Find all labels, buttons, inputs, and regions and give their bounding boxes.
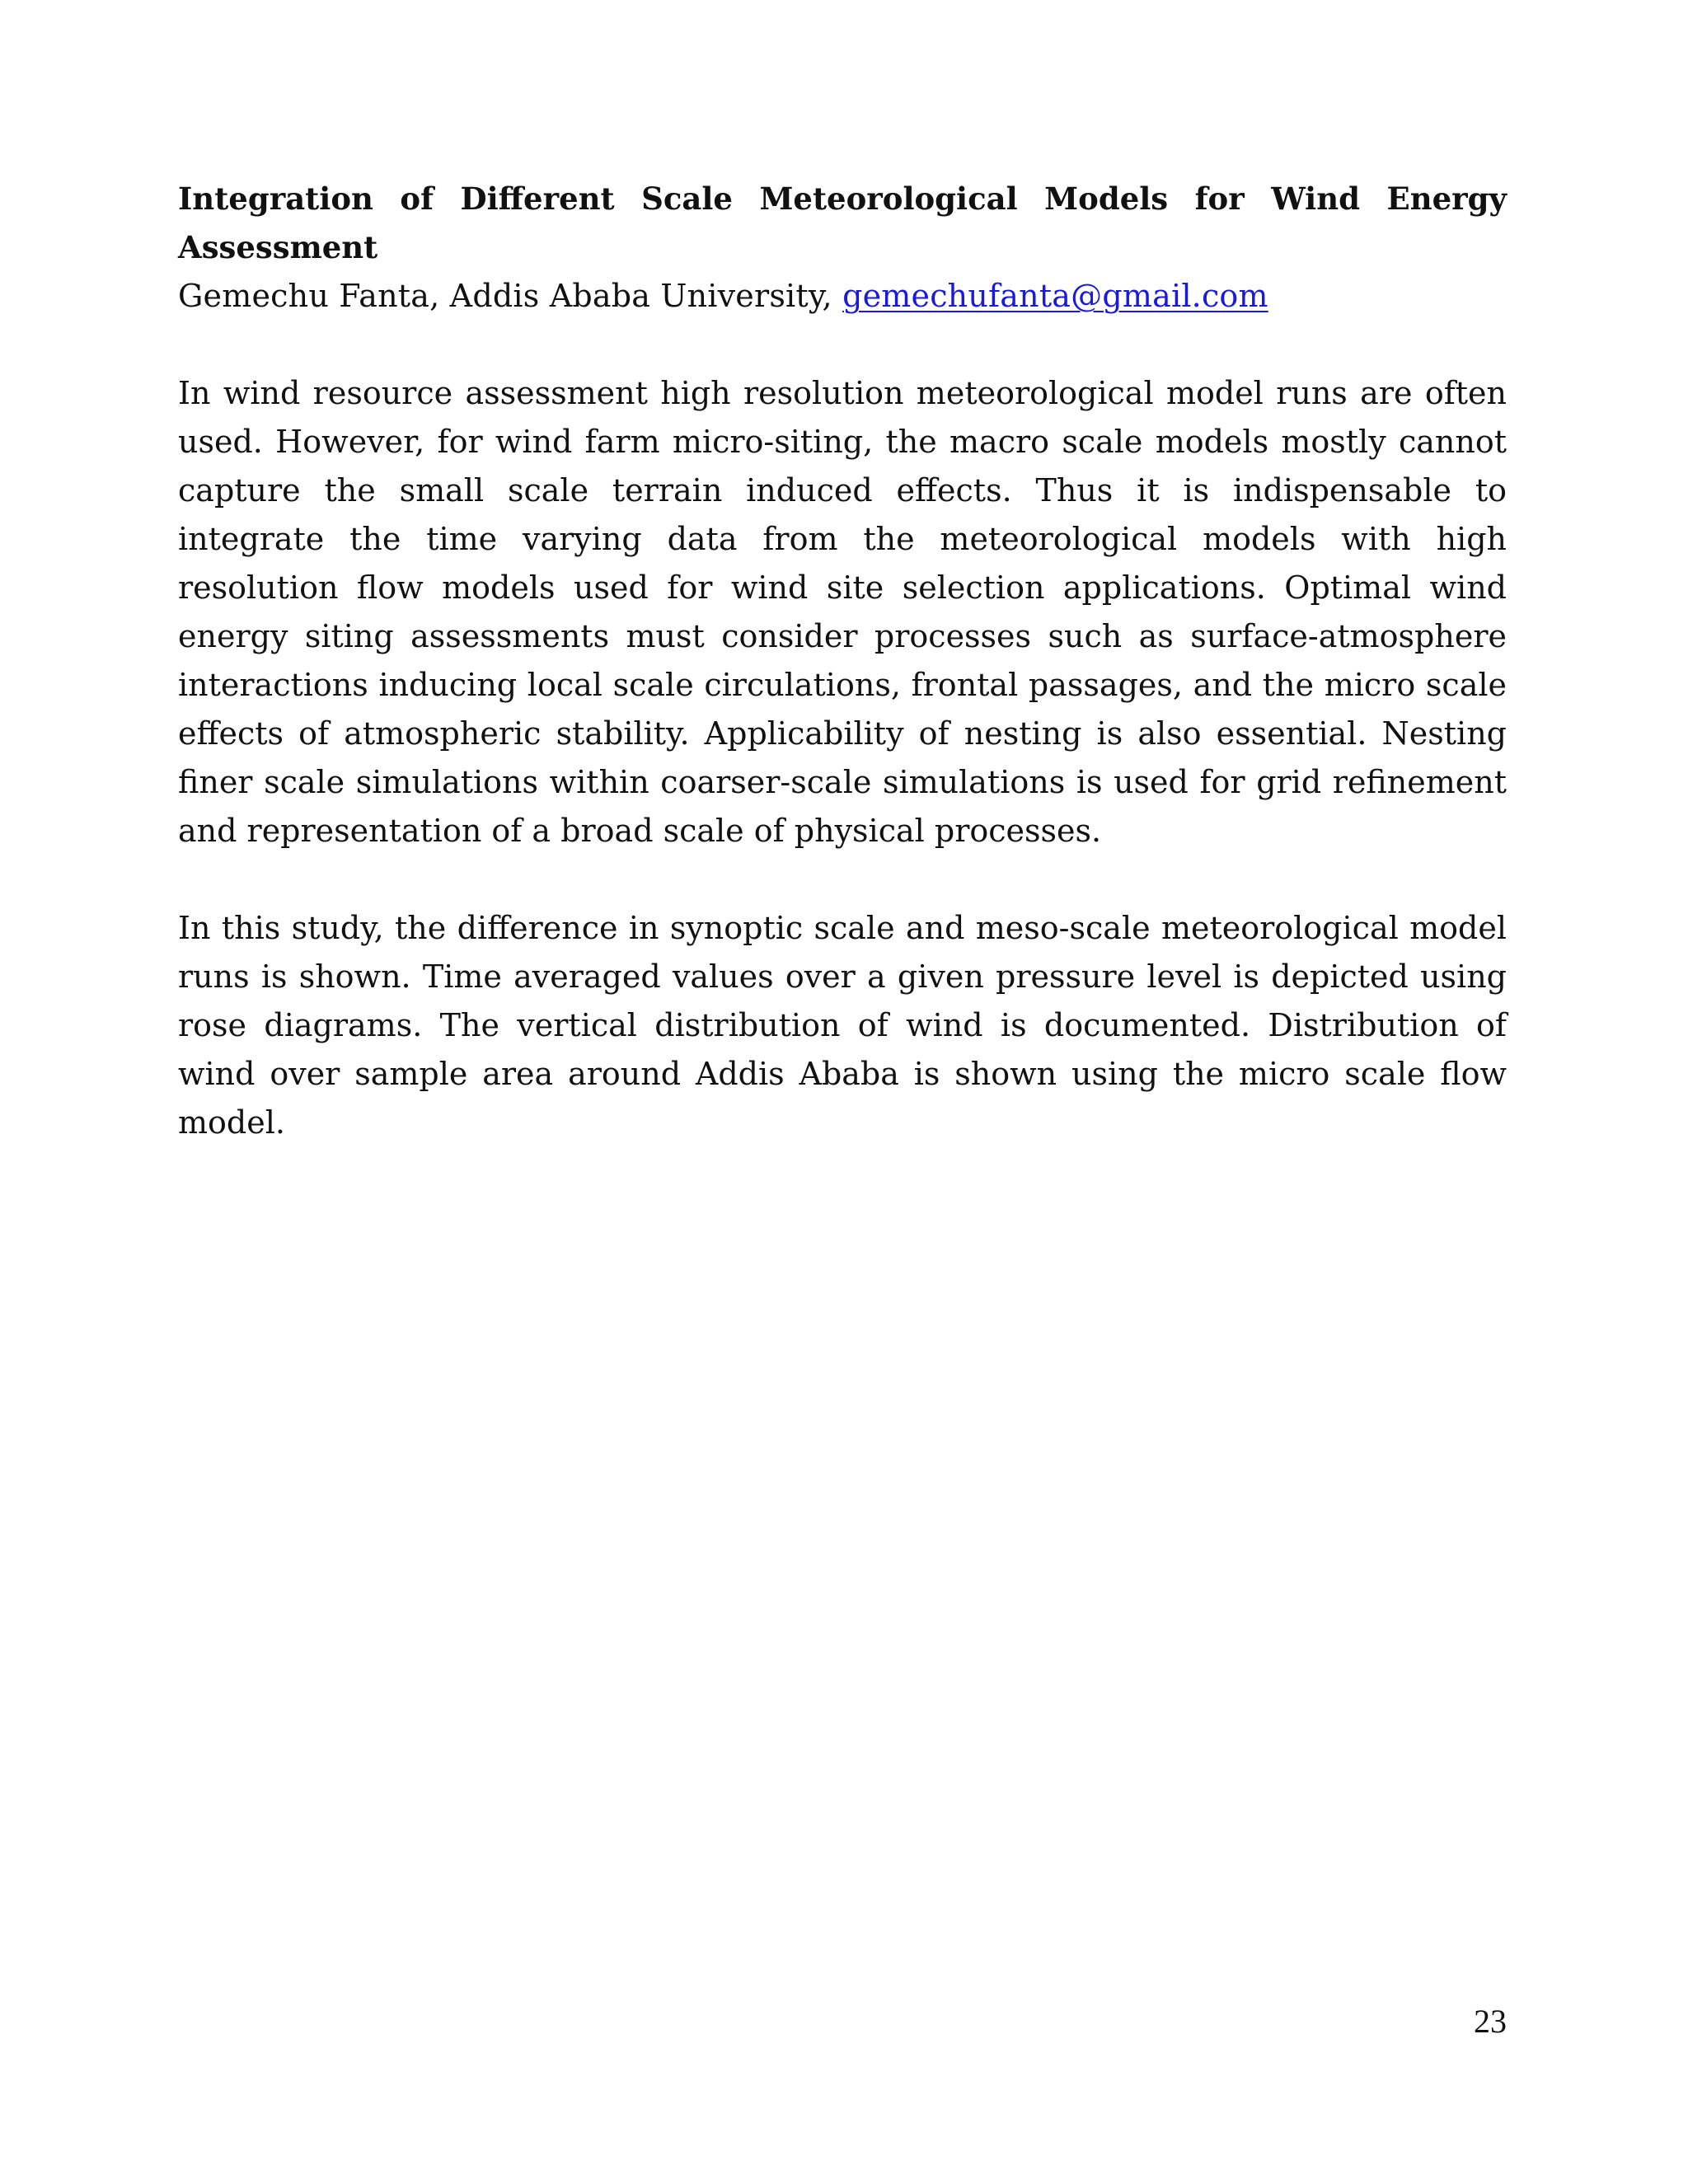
abstract-title: Integration of Different Scale Meteorological Models for Wind Energy Assessment [178,180,1507,265]
author-affiliation-line [178,272,1507,321]
page-number: 23 [1474,2003,1507,2040]
author-affiliation: Gemechu Fanta, Addis Ababa University, [178,278,843,314]
author-email-link[interactable]: gemechufanta@gmail.com [842,278,1268,314]
abstract-paragraph-2: In this study, the difference in synoptic scale and meso-scale meteorological model runs is shown. Time averaged values over a given pressure level is depicted using rose diagrams. The vertical distribution of wind is documented. Distribution of wind over sample area around Addis Ababa is shown using the micro scale flow model. [178,910,1507,1141]
abstract-paragraph-1: In wind resource assessment high resolution meteorological model runs are often used. However, for wind farm micro-siting, the macro scale models mostly cannot capture the small scale terrain induced effects. Thus it is indispensable to integrate the time varying data from the meteorological models with high resolution flow models used for wind site selection applications. Optimal wind energy siting assessments must consider processes such as surface-atmosphere interactions inducing local scale circulations, frontal passages, and the micro scale effects of atmospheric stability. Applicability of nesting is also essential. Nesting finer scale simulations within coarser-scale simulations is used for grid refinement and representation of a broad scale of physical processes. [178,375,1507,849]
abstract-content [178,175,1507,1147]
